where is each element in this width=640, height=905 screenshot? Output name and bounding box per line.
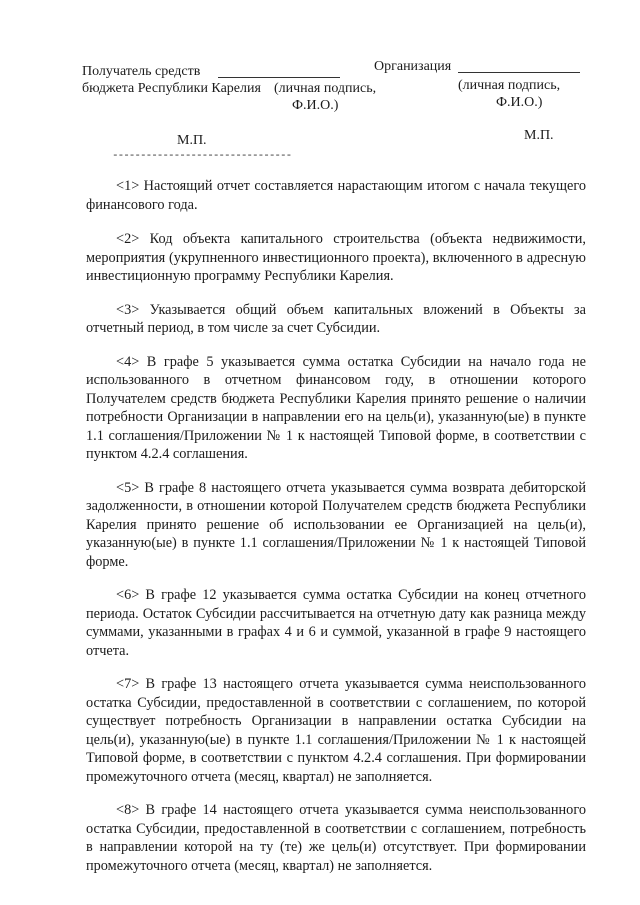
footnote-8: <8> В графе 14 настоящего отчета указывается сумма неиспользованного остатка Субсидии, предоставленной в соответствии с соглашением, потребность в направлении которой на ту (те) же цель(и) отсутствует. При формировании промежуточного отчета (месяц, квартал) не заполняется. <box>86 802 586 874</box>
footnote-3: <3> Указывается общий объем капитальных вложений в Объекты за отчетный период, в том числе за счет Субсидии. <box>86 301 586 336</box>
footnotes-list <box>86 177 586 890</box>
organization-signature-line <box>458 72 580 73</box>
footnote-6: <6> В графе 12 указывается сумма остатка Субсидии на конец отчетного периода. Остаток Субсидии рассчитывается на отчетную дату как разница между суммами, указанными в графах 4 и 6 и суммой, указанной в графе 9 настоящего отчета. <box>86 587 586 659</box>
recipient-signature-line <box>218 77 340 78</box>
stamp-left: М.П. <box>177 133 207 148</box>
footnote-7: <7> В графе 13 настоящего отчета указывается сумма неиспользованного остатка Субсидии, предоставленной в соответствии с соглашением, по которой существует потребность Организации в направлении остатка Субсидии на цель(и), указанную(ые) в пункте 1.1 соглашения/Приложении № 1 к настоящей Типовой форме, в соответствии с пунктом 4.2.4 соглашения. При формировании промежуточного отчета (месяц, квартал) не заполняется. <box>86 676 586 785</box>
organization-caption-line2: Ф.И.О.) <box>496 95 543 110</box>
organization-caption-line1: (личная подпись, <box>458 78 561 93</box>
recipient-label-line2: бюджета Республики Карелия <box>82 81 261 96</box>
recipient-label-line1: Получатель средств <box>82 64 201 79</box>
footnote-4: <4> В графе 5 указывается сумма остатка Субсидии на начало года не использованного в отчетном финансовом году, в отношении которого Получателем средств бюджета Республики Карелия принято решение о наличии потребности Организации в направлении его на цель(и), указанную(ые) в пункте 1.1 соглашения/Приложении № 1 к настоящей Типовой форме, в соответствии с пунктом 4.2.4 соглашения. <box>86 353 586 462</box>
recipient-caption-line1: (личная подпись, <box>274 81 377 96</box>
stamp-right: М.П. <box>524 128 554 143</box>
organization-label: Организация <box>374 59 452 74</box>
footnote-2: <2> Код объекта капитального строительства (объекта недвижимости, мероприятия (укрупненного инвестиционного проекта), включенного в адресную инвестиционную программу Республики Карелия. <box>86 231 586 284</box>
recipient-caption-line2: Ф.И.О.) <box>292 98 339 113</box>
footnote-separator: -------------------------------- <box>112 150 292 162</box>
footnote-5: <5> В графе 8 настоящего отчета указывается сумма возврата дебиторской задолженности, в отношении которой Получателем средств бюджета Республики Карелия принято решение об использовании ее Организацией на цель(и), указанную(ые) в пункте 1.1 соглашения/Приложении № 1 к настоящей Типовой форме. <box>86 479 586 570</box>
footnote-1: <1> Настоящий отчет составляется нарастающим итогом с начала текущего финансового года. <box>86 178 586 213</box>
